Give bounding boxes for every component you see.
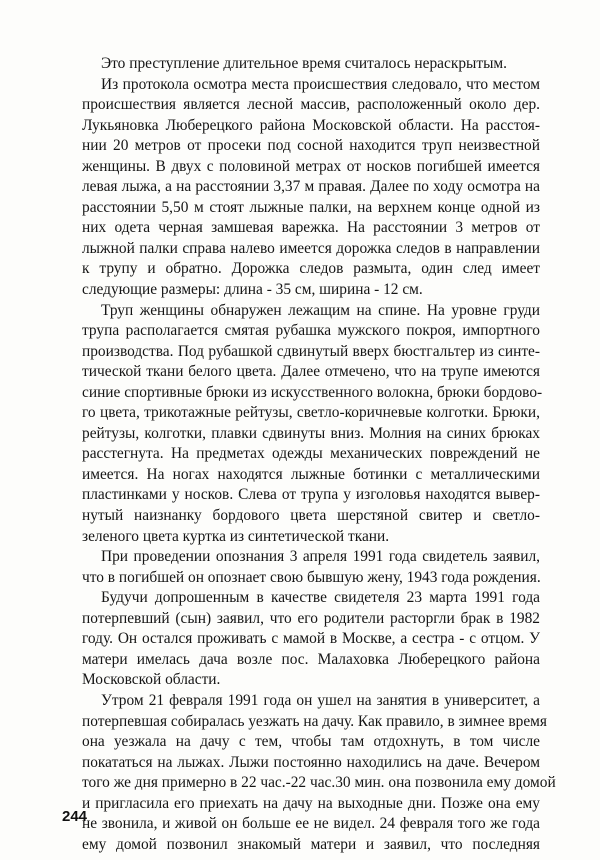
- text-line: Из протокола осмотра места происшествия следовало, что местом: [101, 75, 540, 93]
- text-line: Лукьяновка Люберецкого района Московской области. На расстоя-: [82, 116, 540, 134]
- page-number: 244: [62, 808, 88, 825]
- text-line: Утром 21 февраля 1991 года он ушел на занятия в университет, а: [101, 691, 540, 709]
- text-line: женщины. В двух с половиной метрах от носков погибшей имеется: [82, 157, 540, 175]
- text-line: происшествия является лесной массив, расположенный около дер.: [82, 96, 540, 114]
- text-line: потерпевшая собиралась уезжать на дачу. Как правило, в зимнее время: [82, 712, 547, 730]
- text-line: того же дня примерно в 22 час.-22 час.30 мин. она позвонила ему домой: [82, 774, 556, 792]
- text-line: производства. Под рубашкой сдвинутый вверх бюстгальтер из синте-: [82, 342, 540, 360]
- text-line: расстоянии 5,50 м стоят лыжные палки, на верхнем конце одной из: [82, 198, 540, 216]
- text-line: она уезжала на дачу с тем, чтобы там отдохнуть, в том числе: [82, 733, 540, 751]
- text-line: левая лыжа, а на расстоянии 3,37 м правая. Далее по ходу осмотра на: [82, 178, 540, 196]
- text-line: ему домой позвонил знакомый матери и заявил, что последняя: [82, 835, 540, 853]
- text-line: нии 20 метров от просеки под сосной находится труп неизвестной: [82, 137, 540, 155]
- text-line: рейтузы, колготки, плавки сдвинуты вниз. Молния на синих брюках: [82, 424, 540, 442]
- text-line: них одета черная замшевая варежка. На расстоянии 3 метров от: [82, 219, 540, 237]
- text-line: пластинками у носков. Слева от трупа у изголовья находятся вывер-: [82, 486, 540, 504]
- text-line: Труп женщины обнаружен лежащим на спине. На уровне груди: [101, 301, 540, 319]
- text-line: к трупу и обратно. Дорожка следов размыта, один след имеет: [82, 260, 540, 278]
- text-line: потерпевший (сын) заявил, что его родители расторгли брак в 1982: [82, 609, 540, 627]
- text-line: что в погибшей он опознает свою бывшую жену, 1943 года рождения.: [82, 568, 541, 586]
- text-line: нутый наизнанку бордового цвета шерстяной свитер и светло-: [82, 507, 540, 525]
- text-line: и пригласила его приехать на дачу на выходные дни. Позже она ему: [82, 794, 540, 812]
- text-line: лыжной палки справа налево имеется дорожка следов в направлении: [82, 239, 540, 257]
- text-line: Будучи допрошенным в качестве свидетеля 23 марта 1991 года: [101, 589, 540, 607]
- text-line: расстегнута. На предметах одежды механических повреждений не: [82, 445, 540, 463]
- text-line: трупа располагается смятая рубашка мужского покроя, импортного: [82, 322, 540, 340]
- text-line: синие спортивные брюки из искусственного волокна, брюки бордово-: [82, 383, 543, 401]
- body-text: [82, 54, 556, 855]
- text-line: Московской области.: [82, 671, 221, 689]
- text-line: Это преступление длительное время считалось нераскрытым.: [101, 55, 508, 72]
- text-line: матери имелась дача возле пос. Малаховка Люберецкого района: [82, 650, 540, 668]
- text-line: не звонила, и живой он больше ее не видел. 24 февраля того же года: [82, 815, 540, 833]
- text-line: имеется. На ногах находятся лыжные ботинки с металлическими: [82, 465, 540, 483]
- text-line: году. Он остался проживать с мамой в Москве, а сестра - с отцом. У: [82, 630, 540, 648]
- text-line: покататься на лыжах. Лыжи постоянно находились на даче. Вечером: [82, 753, 540, 771]
- text-line: го цвета, трикотажные рейтузы, светло-коричневые колготки. Брюки,: [82, 404, 540, 422]
- text-line: зеленого цвета куртка из синтетической ткани.: [82, 527, 390, 545]
- text-line: При проведении опознания 3 апреля 1991 года свидетель заявил,: [101, 548, 540, 566]
- text-line: тической ткани белого цвета. Далее отмечено, что на трупе имеются: [82, 363, 540, 381]
- text-line: следующие размеры: длина - 35 см, ширина - 12 см.: [82, 281, 423, 299]
